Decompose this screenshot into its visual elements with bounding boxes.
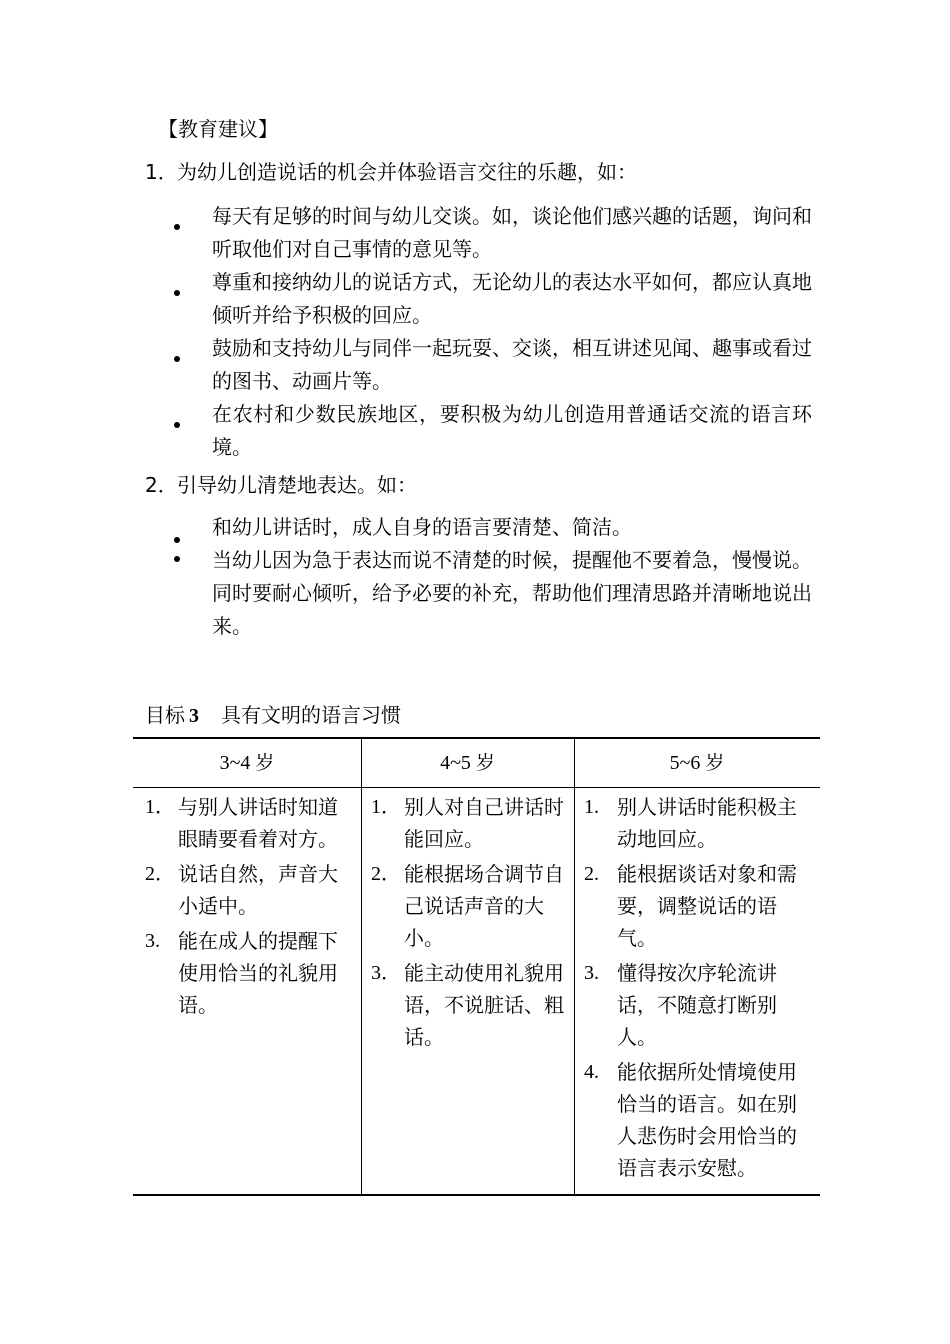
bullet-item <box>172 544 812 643</box>
bullet-item <box>172 511 812 544</box>
table-cell-item <box>371 791 569 855</box>
suggestion-1-title <box>145 157 637 187</box>
item-number: 2． <box>371 863 401 885</box>
item-text: 能在成人的提醒下使用恰当的礼貌用语。 <box>178 929 338 1017</box>
table-cell-item <box>584 791 816 855</box>
item-text: 能根据场合调节自己说话声音的大小。 <box>404 862 564 950</box>
goal-prefix: 目标 <box>145 703 185 727</box>
table-cell-item <box>584 957 816 1053</box>
table-cell-item <box>145 791 355 855</box>
goal-text: 具有文明的语言习惯 <box>221 703 401 727</box>
bullet-item <box>172 398 812 464</box>
column-body-4-5 <box>371 791 569 1056</box>
bullet-text: 每天有足够的时间与幼儿交谈。如，谈论他们感兴趣的话题，询问和听取他们对自己事情的意见等。 <box>212 204 812 261</box>
item-text: 别人讲话时能积极主动地回应。 <box>617 795 797 851</box>
item-number: 2. <box>584 863 599 885</box>
bullet-dot-icon <box>174 356 180 362</box>
bullet-dot-icon <box>174 224 180 230</box>
age-unit: 岁 <box>475 752 495 774</box>
age-range: 5~6 <box>669 752 701 774</box>
table-cell-item <box>371 957 569 1053</box>
bullet-text: 尊重和接纳幼儿的说话方式，无论幼儿的表达水平如何，都应认真地倾听并给予积极的回应。 <box>212 270 812 327</box>
bullet-dot-icon <box>174 290 180 296</box>
suggestion-text: 引导幼儿清楚地表达。如： <box>177 473 417 497</box>
item-text: 说话自然，声音大小适中。 <box>178 862 338 918</box>
age-unit: 岁 <box>255 752 275 774</box>
item-number: 2． <box>145 863 175 885</box>
age-range: 3~4 <box>219 752 251 774</box>
table-cell-item <box>145 925 355 1021</box>
column-header-5-6 <box>574 739 820 787</box>
table-cell-item <box>584 858 816 954</box>
item-number: 1. <box>584 796 599 818</box>
column-body-5-6 <box>584 791 816 1187</box>
item-number: 1． <box>145 796 175 818</box>
column-divider <box>574 739 575 1194</box>
item-text: 别人对自己讲话时能回应。 <box>404 795 564 851</box>
suggestion-text: 为幼儿创造说话的机会并体验语言交往的乐趣，如： <box>177 160 637 184</box>
item-number: 3. <box>145 930 160 952</box>
bullet-item <box>172 200 812 266</box>
table-cell-item <box>371 858 569 954</box>
goal-number: 3 <box>189 705 199 727</box>
bullet-item <box>172 266 812 332</box>
item-number: 3. <box>584 962 599 984</box>
column-divider <box>361 739 362 1194</box>
column-header-4-5 <box>361 739 574 787</box>
item-text: 能主动使用礼貌用语，不说脏话、粗话。 <box>404 961 564 1049</box>
suggestion-2-bullets <box>172 511 812 643</box>
item-text: 能根据谈话对象和需要，调整说话的语气。 <box>617 862 797 950</box>
suggestion-2-title <box>145 470 417 500</box>
item-text: 与别人讲话时知道眼睛要看着对方。 <box>178 795 338 851</box>
item-text: 懂得按次序轮流讲话，不随意打断别人。 <box>617 961 777 1049</box>
section-heading: 【教育建议】 <box>158 117 278 141</box>
column-header-3-4 <box>133 739 361 787</box>
bullet-text: 当幼儿因为急于表达而说不清楚的时候，提醒他不要着急，慢慢说。同时要耐心倾听，给予必要的补充，帮助他们理清思路并清晰地说出来。 <box>212 548 812 638</box>
column-body-3-4 <box>145 791 355 1024</box>
item-number: 1． <box>371 796 401 818</box>
bullet-item <box>172 332 812 398</box>
age-unit: 岁 <box>705 752 725 774</box>
bullet-text: 鼓励和支持幼儿与同伴一起玩耍、交谈，相互讲述见闻、趣事或看过的图书、动画片等。 <box>212 336 812 393</box>
suggestion-number: 2． <box>145 473 178 497</box>
bullet-dot-icon <box>174 556 180 562</box>
suggestion-1-bullets <box>172 200 812 464</box>
item-number: 4. <box>584 1061 599 1083</box>
bullet-text: 在农村和少数民族地区，要积极为幼儿创造用普通话交流的语言环境。 <box>212 402 812 459</box>
goal-table <box>133 737 820 1196</box>
item-number: 3． <box>371 962 401 984</box>
bullet-text: 和幼儿讲话时，成人自身的语言要清楚、简洁。 <box>212 515 632 539</box>
age-range: 4~5 <box>440 752 471 774</box>
table-cell-item <box>584 1056 816 1184</box>
bullet-dot-icon <box>174 537 180 543</box>
item-text: 能依据所处情境使用恰当的语言。如在别人悲伤时会用恰当的语言表示安慰。 <box>617 1060 797 1180</box>
suggestion-number: 1． <box>145 160 178 184</box>
header-divider <box>133 787 820 788</box>
table-cell-item <box>145 858 355 922</box>
goal-title <box>145 700 401 731</box>
bullet-dot-icon <box>174 422 180 428</box>
